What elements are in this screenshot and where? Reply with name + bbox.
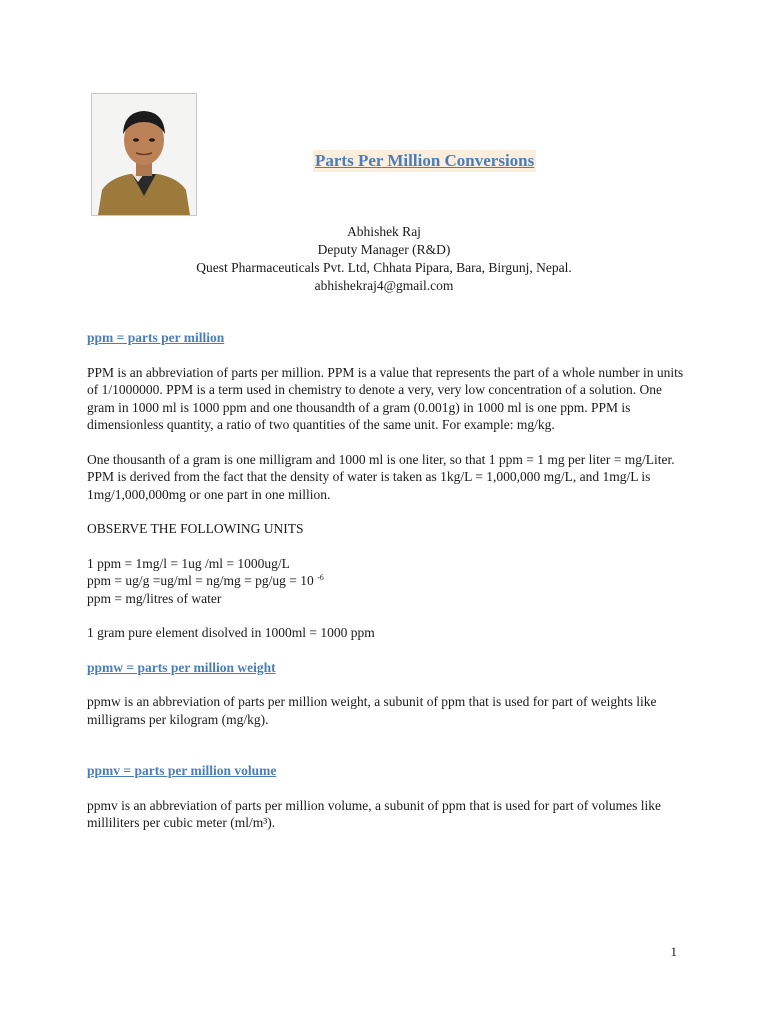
document-title: Parts Per Million Conversions bbox=[315, 151, 535, 170]
author-photo bbox=[91, 93, 197, 216]
author-name: Abhishek Raj bbox=[347, 224, 421, 239]
ppm-definition-paragraph: PPM is an abbreviation of parts per million. PPM is a value that represents the part of a whole number in units of 1/1000000. PPM is a term used in chemistry to denote a very, very low concentration of a solution. One gram in 1000 ml is 1000 ppm and one thousandth of a gram (0.001g) in 1000 ml is one ppm. PPM is dimensionless quantity, a ratio of two quantities of the same unit. For example: mg/kg. bbox=[87, 364, 684, 432]
ppm-milligram-paragraph: One thousanth of a gram is one milligram and 1000 ml is one liter, so that 1 ppm = 1 mg per liter = mg/Liter. bbox=[87, 451, 675, 467]
unit-line-2-text: ppm = ug/g =ug/ml = ng/mg = pg/ug = 10 bbox=[87, 573, 318, 588]
author-email[interactable]: abhishekraj4@gmail.com bbox=[314, 278, 454, 293]
unit-line-3: ppm = mg/litres of water bbox=[87, 590, 222, 606]
ppmw-heading[interactable]: ppmw = parts per million weight bbox=[87, 659, 276, 675]
person-portrait-icon bbox=[92, 94, 196, 215]
unit-line-2 bbox=[87, 572, 687, 590]
unit-line-1: 1 ppm = 1mg/l = 1ug /ml = 1000ug/L bbox=[87, 555, 290, 571]
document-body bbox=[87, 329, 687, 832]
ppmv-heading[interactable]: ppmv = parts per million volume bbox=[87, 763, 277, 778]
unit-line-2-exponent: -6 bbox=[317, 573, 324, 582]
ppmw-paragraph: ppmw is an abbreviation of parts per million weight, a subunit of ppm that is used for part of weights like milligrams per kilogram (mg/kg). bbox=[87, 694, 657, 727]
ppm-density-paragraph: PPM is derived from the fact that the density of water is taken as 1kg/L = 1,000,000 mg/L, and 1mg/L is 1mg/1,000,000mg or one part in one million. bbox=[87, 469, 651, 502]
ppmv-paragraph: ppmv is an abbreviation of parts per million volume, a subunit of ppm that is used for part of volumes like milliliters per cubic meter (ml/m³). bbox=[87, 797, 662, 830]
page-number: 1 bbox=[670, 944, 677, 959]
author-position: Deputy Manager (R&D) bbox=[317, 242, 451, 257]
author-company: Quest Pharmaceuticals Pvt. Ltd, Chhata Pipara, Bara, Birgunj, Nepal. bbox=[196, 260, 572, 275]
ppm-heading[interactable]: ppm = parts per million bbox=[87, 330, 225, 345]
element-dissolved-line: 1 gram pure element disolved in 1000ml = 1000 ppm bbox=[87, 625, 375, 640]
observe-units-label: OBSERVE THE FOLLOWING UNITS bbox=[87, 521, 304, 536]
author-block bbox=[0, 223, 768, 295]
